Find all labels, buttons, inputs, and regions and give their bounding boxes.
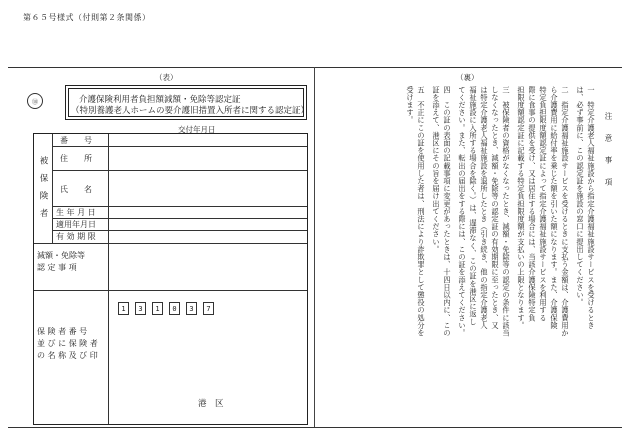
note-line: 担限度額認定証に記載する特定負担限度額が支払いの上限となります。 xyxy=(517,86,526,330)
note-line: 二 指定介護福祉施設サービスを受けるときに支払う金額は、介護費用か xyxy=(561,86,570,337)
insurer-name: 港 区 xyxy=(198,399,224,409)
reduction-label-1: 減額・免除等 xyxy=(37,251,85,260)
reduction-label-2: 認 定 事 項 xyxy=(37,263,77,272)
number-label: 番 号 xyxy=(60,136,92,145)
note-line: 特定負担限度額認定証によって指定介護福祉施設サービスを利用する xyxy=(539,86,548,322)
top-rule xyxy=(8,67,622,68)
back-side-label: （裏） xyxy=(456,73,479,82)
insurer-number-digit: 0 xyxy=(169,302,180,315)
issue-date-label: 交付年月日 xyxy=(178,125,216,134)
certificate-subtitle: （特別養護老人ホームの要介護旧措置入所者に関する認定証） xyxy=(71,106,310,116)
note-line: 証を添えて、港区にその旨を届け出てください。 xyxy=(432,86,441,254)
insurer-number-digit: 1 xyxy=(118,302,129,315)
certificate-form xyxy=(33,133,308,425)
front-side-label: （表） xyxy=(155,73,178,82)
grid-line xyxy=(52,170,307,171)
note-line: ら介護費用に給付率を乗じた額を引いた額になります。また、介護保険 xyxy=(550,86,559,330)
seal-icon: ⑱ xyxy=(27,93,43,109)
certificate-title: 介護保険利用者負担額減額・免除等認定証 xyxy=(79,95,241,105)
grid-line xyxy=(108,134,109,243)
insurer-number-digit: 3 xyxy=(186,302,197,315)
grid-line xyxy=(34,290,307,291)
grid-line xyxy=(108,290,109,424)
birth-date-label: 生 年 月 日 xyxy=(56,208,96,217)
note-line: は、必ず事前に、この認定証を施設の窓口に提出してください。 xyxy=(576,86,585,307)
certificate-title-inner xyxy=(68,88,310,117)
note-line: しなくなったとき、減額・免除等の認定証の有効期限に至ったとき、又 xyxy=(491,86,500,330)
note-line: 一 特定介護老人福祉施設から指定介護福祉施設サービスを受けるとき xyxy=(587,86,596,330)
expiry-label: 有 効 期 限 xyxy=(56,232,96,241)
address-label: 住 所 xyxy=(60,154,92,163)
note-line: は特定介護老人福祉施設を退所したとき（引き続き、他の指定介護老人 xyxy=(480,86,489,330)
note-line: てください。また、転出の届出をする際には、この証を添えてください。 xyxy=(458,86,467,337)
insurer-number-digit: 1 xyxy=(152,302,163,315)
insurer-label-2: 並 び に 保 険 者 xyxy=(37,339,98,348)
note-line: 受けます。 xyxy=(406,86,415,124)
bottom-rule xyxy=(8,427,622,428)
grid-line xyxy=(34,243,307,244)
center-divider xyxy=(314,67,315,427)
insurer-label-3: の 名 称 及 び 印 xyxy=(37,351,98,360)
note-line: 福祉施設に入所する場合を除く。）は、遅滞なく、この証を港区に返し xyxy=(469,86,478,326)
notes-heading: 注 意 事 項 xyxy=(604,112,613,192)
note-line: 三 被保険者の資格がなくなったとき、減額・免除等の認定の条件に該当 xyxy=(502,86,511,337)
insurer-number-digit: 3 xyxy=(135,302,146,315)
insurer-number-digit: 7 xyxy=(203,302,214,315)
insured-person-label: 被保険者 xyxy=(38,156,48,226)
apply-date-label: 適用年月日 xyxy=(56,220,96,229)
form-number-label: 第６５号様式（付則第２条関係） xyxy=(23,13,151,22)
note-line: 五 不正にこの証を使用した者は、刑法により詐欺罪として懲役の処分を xyxy=(417,86,426,337)
note-line: 際に食事の提供を受け、又は居住する場合には、当該介護保険特定負 xyxy=(528,86,537,322)
notes-section xyxy=(325,86,620,421)
insurer-label-1: 保 険 者 番 号 xyxy=(37,327,88,336)
grid-line xyxy=(52,134,53,243)
grid-line xyxy=(52,146,307,147)
name-label: 氏 名 xyxy=(60,185,92,194)
certificate-title-box xyxy=(65,85,310,120)
note-line: 四 この証の表面の記載事項に変更があったときは、十四日以内に、この xyxy=(443,86,452,337)
